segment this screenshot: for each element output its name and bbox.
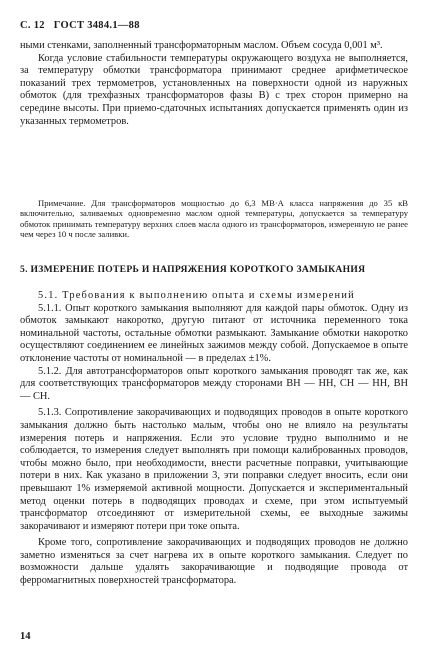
paragraph-continuation: ными стенками, заполненный трансформаторным маслом. Объем сосуда 0,001 м³.	[20, 40, 383, 51]
section-heading: 5. ИЗМЕРЕНИЕ ПОТЕРЬ И НАПРЯЖЕНИЯ КОРОТКОГО ЗАМЫКАНИЯ	[20, 264, 366, 275]
top-block	[20, 40, 408, 128]
standard-designation: ГОСТ 3484.1—88	[53, 20, 140, 31]
note-paragraph: Примечание. Для трансформаторов мощностью до 6,3 МВ·А класса напряжения до 35 кВ включительно, заливаемых одновременно маслом одной температуры, допускается за температуру обмоток принимать температуру верхних слоев масла одного из трансформаторов, измеренную не ранее чем через 10 ч после заливки.	[20, 198, 408, 240]
clause-5-1-3-cont: Кроме того, сопротивление закорачивающих и подводящих проводов не должно заметно изменяться за счет нагрева их в опыте короткого замыкания. Следует по возможности дальше удалять закорачивающие и подводящие провода от ферромагнитных поверхностей трансформатора.	[20, 537, 408, 587]
clause-5-1-2: 5.1.2. Для автотрансформаторов опыт короткого замыкания проводят так же, как для соответствующих трансформаторов между сторонами ВН — НН, СН — НН, ВН — СН.	[20, 365, 408, 402]
running-header	[20, 20, 146, 31]
clause-5-1: 5.1. Требования к выполнению опыта и схемы измерений	[38, 290, 355, 301]
page-prefix: С. 12	[20, 20, 45, 31]
page-number: 14	[20, 631, 31, 642]
clauses-block	[20, 290, 408, 588]
clause-5-1-3: 5.1.3. Сопротивление закорачивающих и подводящих проводов в опыте короткого замыкания должно быть настолько малым, чтобы оно не влияло на результаты измерения потерь и напряжения. Если это условие трудно выполнимо и не соблюдается, то измерения следует выполнять при помощи калиброванных проводов, чтобы можно было, при необходимости, внести расчетные поправки, учитывающие потери в них. Как указано в приложении 3, эти поправки следует вносить, если они превышают 1% измеряемой активной мощности. Допускается и экспериментальный метод оценки потерь в подводящих проводах и схеме, при этом испытуемый трансформатор отсоединяют от измерительной схемы, ее выходные зажимы закорачивают и измеряют потери при токе опыта.	[20, 407, 408, 532]
clause-5-1-1: 5.1.1. Опыт короткого замыкания выполняют для каждой пары обмоток. Одну из обмоток замыкают накоротко, другую питают от источника переменного тока номинальной частоты, остальные обмотки размыкают. Замыкание обмотки накоротко осуществляют соединением ее линейных зажимов между собой. Допускаемое в опыте отклонение частоты от номинальной — в пределах ±1%.	[20, 302, 408, 364]
paragraph-temperature: Когда условие стабильности температуры окружающего воздуха не выполняется, за температуру обмотки трансформатора принимают среднее арифметическое показаний трех термометров, установленных на поверхности одной из наружных обмоток (для трехфазных трансформаторов фазы В) с трех сторон примерно на середине высоты. При приемо-сдаточных испытаниях допускается применять один из указанных термометров.	[20, 52, 408, 127]
